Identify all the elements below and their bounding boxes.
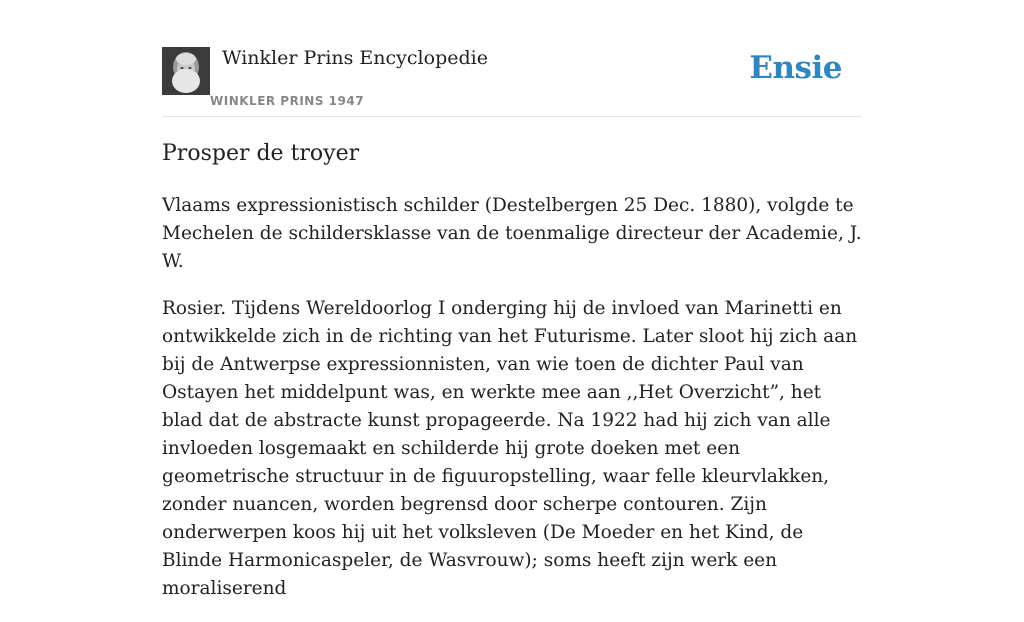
page-title: Prosper de troyer [162, 141, 360, 166]
source-subtitle: WINKLER PRINS 1947 [210, 94, 365, 108]
article-paragraph: Vlaams expressionistisch schilder (Destelbergen 25 Dec. 1880), volgde te Mechelen de schildersklasse van de toenmalige directeur der Academie, J. W. [162, 195, 862, 272]
article-body [162, 192, 867, 622]
portrait-image [162, 47, 210, 95]
author-avatar[interactable] [162, 47, 210, 95]
ensie-logo-link[interactable]: Ensie [749, 50, 842, 86]
article-paragraph: Rosier. Tijdens Wereldoorlog I onderging hij de invloed van Marinetti en ontwikkelde zich in de richting van het Futurisme. Later sloot hij zich aan bij de Antwerpse expressionnisten, van wie toen de dichter Paul van Ostayen het middelpunt was, en werkte mee aan ,,Het Overzicht”, het blad dat de abstracte kunst propageerde. Na 1922 had hij zich van alle invloeden losgemaakt en schilderde hij grote doeken met een geometrische structuur in de figuuropstelling, waar felle kleurvlakken, zonder nuancen, worden begrensd door scherpe contouren. Zijn onderwerpen koos hij uit het volksleven (De Moeder en het Kind, de Blinde Harmonicaspeler, de Wasvrouw); soms heeft zijn werk een moraliserend [162, 298, 858, 599]
source-header [162, 46, 862, 117]
source-title[interactable]: Winkler Prins Encyclopedie [222, 47, 488, 69]
